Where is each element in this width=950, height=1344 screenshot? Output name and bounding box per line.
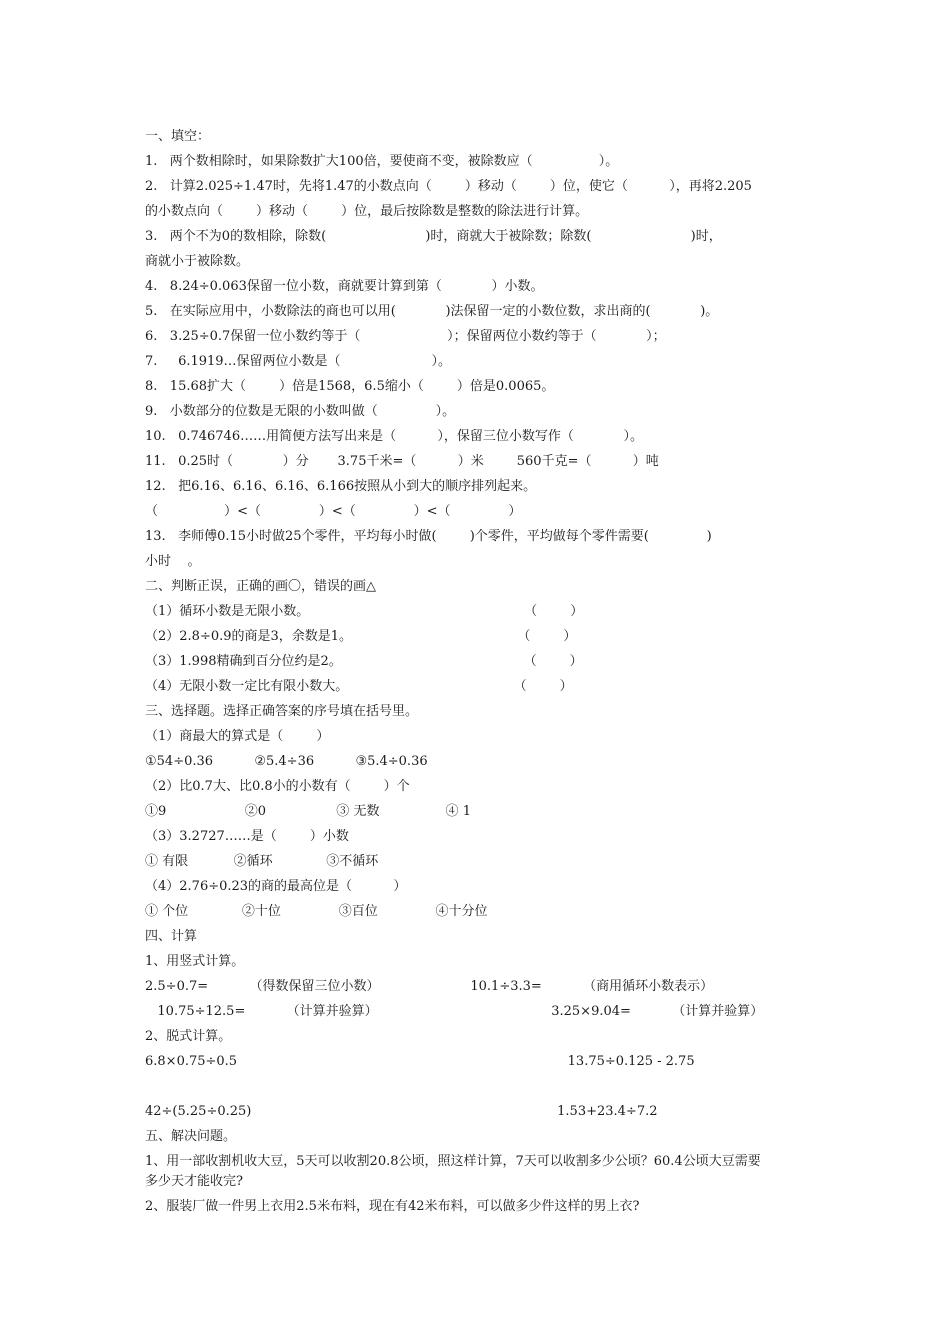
question-line: 的小数点向（ ）移动（ ）位，最后按除数是整数的除法进行计算。 (145, 204, 589, 219)
question-line: 2.5÷0.7= （得数保留三位小数） 10.1÷3.3= （商用循环小数表示） (145, 979, 714, 994)
question-line: 4. 8.24÷0.063保留一位小数，商就要计算到第（ ）小数。 (145, 279, 544, 294)
section-2-title: 二、判断正误，正确的画〇，错误的画△ (145, 579, 376, 594)
question-line: 1. 两个数相除时，如果除数扩大100倍，要使商不变，被除数应（ ）。 (145, 154, 619, 169)
question-line: 13. 李师傅0.15小时做25个零件，平均每小时做( )个零件，平均做每个零件需要( ) (145, 529, 712, 544)
question-line: 9. 小数部分的位数是无限的小数叫做（ ）。 (145, 404, 456, 419)
section-5-title: 五、解决问题。 (145, 1129, 237, 1144)
section-3-title: 三、选择题。选择正确答案的序号填在括号里。 (145, 704, 419, 719)
question-line: 2、脱式计算。 (145, 1029, 232, 1044)
question-line: 11. 0.25时（ ）分 3.75千米=（ ）米 560千克=（ ）吨 (145, 454, 659, 469)
question-line: 商就小于被除数。 (145, 254, 250, 269)
question-line: 6.8×0.75÷0.5 13.75÷0.125 - 2.75 (145, 1054, 695, 1069)
question-line: 5. 在实际应用中，小数除法的商也可以用( )法保留一定的小数位数，求出商的( )。 (145, 304, 719, 319)
question-line: 12. 把6.16、6.16、6.16、6.166按照从小到大的顺序排列起来。 (145, 479, 537, 494)
question-line: （4）无限小数一定比有限小数大。 （ ） (145, 679, 573, 694)
question-line: ① 有限 ②循环 ③不循环 (145, 854, 379, 869)
question-line: 7. 6.1919…保留两位小数是（ ）。 (145, 354, 451, 369)
question-line: 10.75÷12.5= （计算并验算） 3.25×9.04= （计算并验算） (145, 1004, 764, 1019)
question-line: 2. 计算2.025÷1.47时，先将1.47的小数点向（ ）移动（ ）位，使它（ ），再将2.205 (145, 179, 752, 194)
question-line: 10. 0.746746……用简便方法写出来是（ ），保留三位小数写作（ ）。 (145, 429, 644, 444)
question-line: 2、服装厂做一件男上衣用2.5米布料，现在有42米布料，可以做多少件这样的男上衣? (145, 1199, 640, 1214)
question-line: 1、用一部收割机收大豆，5天可以收割20.8公顷，照这样计算，7天可以收割多少公顷？60.4公顷大豆需要 (145, 1154, 761, 1169)
question-line: （4）2.76÷0.23的商的最高位是（ ） (145, 879, 407, 894)
question-line: 1、用竖式计算。 (145, 954, 245, 969)
question-line: （1）商最大的算式是（ ） (145, 729, 330, 744)
question-line: （ ）<（ ）<（ ）<（ ） (145, 504, 522, 519)
question-line: （1）循环小数是无限小数。 （ ） (145, 604, 584, 619)
question-line: 42÷(5.25÷0.25) 1.53+23.4÷7.2 (145, 1104, 658, 1119)
question-line: ①54÷0.36 ②5.4÷36 ③5.4÷0.36 (145, 754, 428, 769)
question-line: ①9 ②0 ③ 无数 ④ 1 (145, 804, 471, 819)
question-line: 小时 。 (145, 554, 201, 569)
section-1-title: 一、填空： (145, 129, 211, 144)
question-line: （3）3.2727……是（ ）小数 (145, 829, 349, 844)
question-line: 6. 3.25÷0.7保留一位小数约等于（ ）；保留两位小数约等于（ ）； (145, 329, 666, 344)
question-line: 8. 15.68扩大（ ）倍是1568，6.5缩小（ ）倍是0.0065。 (145, 379, 555, 394)
section-4-title: 四、计算 (145, 929, 198, 944)
question-line: ① 个位 ②十位 ③百位 ④十分位 (145, 904, 488, 919)
question-line: （2）比0.7大、比0.8小的小数有（ ）个 (145, 779, 410, 794)
question-line: 3. 两个不为0的数相除，除数( )时，商就大于被除数；除数( )时， (145, 229, 722, 244)
question-line: 多少天才能收完? (145, 1174, 243, 1189)
question-line: （2）2.8÷0.9的商是3，余数是1。 （ ） (145, 629, 577, 644)
question-line: （3）1.998精确到百分位约是2。 （ ） (145, 654, 583, 669)
